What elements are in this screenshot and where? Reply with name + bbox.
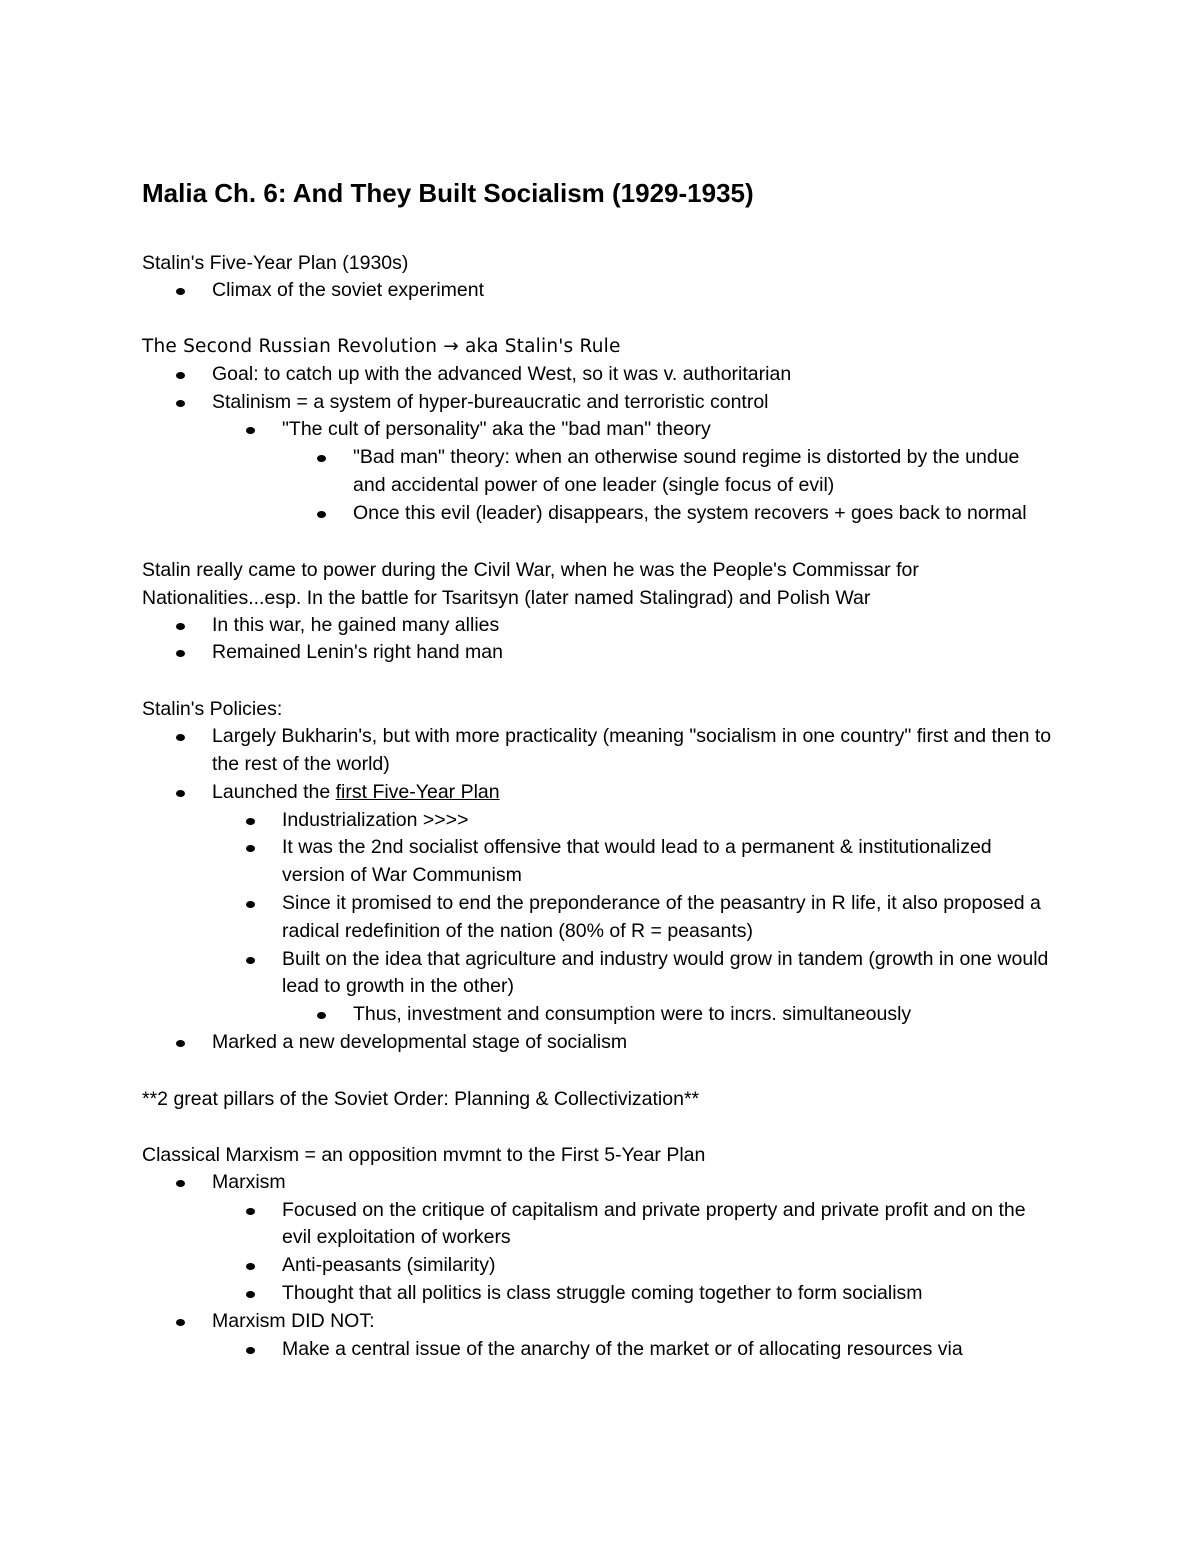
bullet-item: Industrialization >>>>	[142, 807, 1052, 835]
bullet-item: Climax of the soviet experiment	[142, 277, 1052, 305]
bullet-item: Built on the idea that agriculture and industry would grow in tandem (growth in one would lead to growth in the other)	[142, 946, 1052, 1002]
bullet-item: Focused on the critique of capitalism and private property and private profit and on the evil exploitation of workers	[142, 1197, 1052, 1253]
bullet-item: Make a central issue of the anarchy of the market or of allocating resources via	[142, 1336, 1052, 1364]
bullet-item: Thought that all politics is class struggle coming together to form socialism	[142, 1280, 1052, 1308]
five-year-plan-link[interactable]: first Five-Year Plan	[335, 780, 500, 803]
section-heading-classical-marxism: Classical Marxism = an opposition mvmnt to the First 5-Year Plan	[142, 1143, 706, 1166]
paragraph-civil-war: Stalin really came to power during the Civil War, when he was the People's Commissar for Nationalities...esp. In the battle for Tsaritsyn (later named Stalingrad) and Polish War	[142, 558, 919, 609]
bullet-item: "The cult of personality" aka the "bad man" theory	[142, 416, 1052, 444]
bullet-item: Once this evil (leader) disappears, the system recovers + goes back to normal	[142, 500, 1052, 528]
bullet-item: Goal: to catch up with the advanced West, so it was v. authoritarian	[142, 361, 1052, 389]
document-body	[142, 174, 1052, 1363]
bullet-item: It was the 2nd socialist offensive that would lead to a permanent & institutionalized version of War Communism	[142, 834, 1052, 890]
bullet-item: Marxism	[142, 1169, 1052, 1197]
bullet-item: Remained Lenin's right hand man	[142, 639, 1052, 667]
bullet-item: Stalinism = a system of hyper-bureaucratic and terroristic control	[142, 389, 1052, 417]
bullet-item: Largely Bukharin's, but with more practicality (meaning "socialism in one country" first and then to the rest of the world)	[142, 723, 1052, 779]
bullet-item: Since it promised to end the preponderance of the peasantry in R life, it also proposed a radical redefinition of the nation (80% of R = peasants)	[142, 890, 1052, 946]
pillars-note: **2 great pillars of the Soviet Order: Planning & Collectivization**	[142, 1087, 700, 1110]
section-heading-policies: Stalin's Policies:	[142, 698, 283, 721]
bullet-item: In this war, he gained many allies	[142, 612, 1052, 640]
bullet-item	[142, 779, 1052, 807]
section-heading-second-revolution: The Second Russian Revolution → aka Stalin's Rule	[142, 335, 621, 357]
bullet-item: Thus, investment and consumption were to incrs. simultaneously	[142, 1001, 1052, 1029]
bullet-item: "Bad man" theory: when an otherwise sound regime is distorted by the undue and accidental power of one leader (single focus of evil)	[142, 444, 1052, 500]
document-title: Malia Ch. 6: And They Built Socialism (1929-1935)	[142, 178, 754, 208]
bullet-item: Anti-peasants (similarity)	[142, 1252, 1052, 1280]
section-heading-five-year-plan: Stalin's Five-Year Plan (1930s)	[142, 252, 409, 274]
bullet-text: Launched the	[212, 780, 336, 803]
bullet-item: Marxism DID NOT:	[142, 1308, 1052, 1336]
bullet-item: Marked a new developmental stage of socialism	[142, 1029, 1052, 1057]
